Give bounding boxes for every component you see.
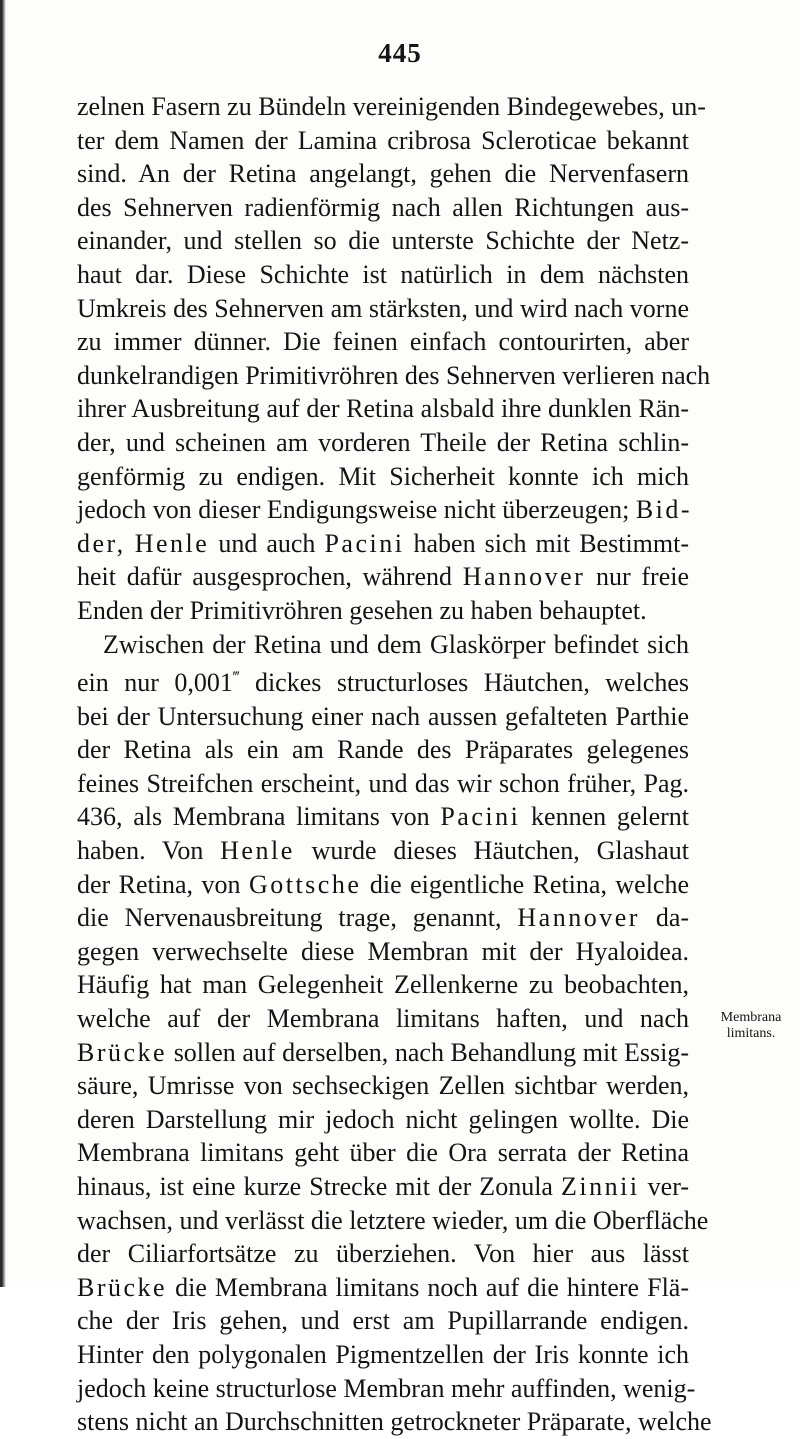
- text-run: ver-: [647, 1172, 690, 1201]
- text-run: wurde dieses Häutchen, Glashaut: [311, 836, 690, 866]
- text-run: sollen auf derselben, nach Behandlung mit Essig-: [173, 1037, 690, 1067]
- text-line: jedoch keine structurlose Membran mehr auffinden, wenig-: [77, 1373, 696, 1403]
- text-line: [77, 661, 689, 700]
- text-line: [77, 527, 689, 561]
- text-run: die Membrana limitans noch auf die hintere Flä-: [175, 1272, 690, 1302]
- author-name: Hannover: [462, 562, 586, 592]
- text-line: Häufig hat man Gelegenheit Zellenkerne zu beobachten,: [77, 970, 689, 1000]
- text-line: [77, 834, 689, 868]
- text-run: haben sich mit Bestimmt-: [413, 528, 689, 558]
- text-line: der Ciliarfortsätze zu überziehen. Von hier aus lässt: [77, 1239, 689, 1269]
- marginal-note: [710, 1010, 792, 1042]
- text-line: bei der Untersuchung einer nach aussen gefalteten Parthie: [77, 701, 689, 731]
- text-run: jedoch von dieser Endigungsweise nicht überzeugen;: [77, 495, 630, 525]
- marginal-note-line: Membrana: [720, 1010, 782, 1025]
- text-line: genförmig zu endigen. Mit Sicherheit konnte ich mich: [77, 461, 689, 491]
- text-line: des Sehnerven radienförmig nach allen Richtungen aus-: [77, 192, 689, 222]
- text-run: die eigentliche Retina, welche: [369, 869, 690, 899]
- text-line: gegen verwechselte diese Membran mit der Hyaloidea.: [77, 936, 689, 966]
- text-run: kennen gelernt: [531, 802, 690, 832]
- text-line: Zwischen der Retina und dem Glaskörper befindet sich: [103, 629, 689, 659]
- author-name: Hannover: [517, 903, 640, 933]
- marginal-note-line: limitans.: [726, 1026, 776, 1041]
- text-line: der Retina als ein am Rande des Präparates gelegenes: [77, 735, 689, 765]
- text-run: der Retina, von: [77, 869, 241, 899]
- text-run: und auch: [218, 528, 316, 558]
- text-run: 436, als Membrana limitans von: [77, 802, 430, 832]
- text-line: der, und scheinen am vorderen Theile der Retina schlin-: [77, 427, 689, 457]
- text-run: haben. Von: [77, 836, 204, 866]
- text-line: welche auf der Membrana limitans haften, und nach: [77, 1004, 689, 1034]
- author-name: Henle: [134, 528, 210, 558]
- text-run: die Nervenausbreitung trage, genannt,: [77, 903, 502, 933]
- text-line: dunkelrandigen Primitivröhren des Sehnerven verlieren nach: [77, 360, 711, 390]
- author-name: Gottsche: [248, 869, 362, 899]
- text-line: [77, 493, 693, 527]
- author-name: der,: [77, 528, 126, 558]
- text-line: feines Streifchen erscheint, und das wir schon früher, Pag.: [77, 768, 689, 798]
- text-line: zu immer dünner. Die feinen einfach contourirten, aber: [77, 327, 689, 357]
- text-line: [77, 1036, 689, 1070]
- text-line: Umkreis des Sehnerven am stärksten, und wird nach vorne: [77, 293, 689, 323]
- text-line: Enden der Primitivröhren gesehen zu haben behauptet.: [77, 595, 647, 625]
- text-line: ihrer Ausbreitung auf der Retina alsbald ihre dunklen Rän-: [77, 394, 689, 424]
- text-run: dickes structurloses Häutchen, welches: [254, 668, 690, 698]
- text-line: [77, 1271, 689, 1305]
- author-name: Zinnii: [561, 1172, 640, 1201]
- text-line: deren Darstellung mir jedoch nicht gelingen wollte. Die: [77, 1104, 689, 1134]
- text-line: stens nicht an Durchschnitten getrockneter Präparate, welche: [77, 1407, 712, 1437]
- text-line: säure, Umrisse von sechseckigen Zellen sichtbar werden,: [77, 1071, 689, 1101]
- author-name: Brücke: [77, 1037, 168, 1067]
- text-line: Membrana limitans geht über die Ora serrata der Retina: [77, 1138, 689, 1168]
- text-line: ter dem Namen der Lamina cribrosa Scleroticae bekannt: [77, 125, 689, 155]
- text-line: [77, 560, 689, 594]
- text-line: haut dar. Diese Schichte ist natürlich in dem nächsten: [77, 259, 689, 289]
- text-line: [77, 1170, 689, 1204]
- text-line: che der Iris gehen, und erst am Pupillarrande endigen.: [77, 1306, 689, 1336]
- author-name: Pacini: [324, 528, 405, 558]
- text-run: heit dafür ausgesprochen, während: [77, 562, 453, 592]
- page-number: 445: [378, 38, 422, 68]
- text-line: [77, 901, 689, 935]
- text-line: Hinter den polygonalen Pigmentzellen der Iris konnte ich: [77, 1339, 689, 1369]
- text-line: zelnen Fasern zu Bündeln vereinigenden Bindegewebes, un-: [77, 92, 706, 121]
- body-text: [77, 90, 712, 1439]
- author-name: Pacini: [440, 802, 521, 832]
- text-run: ein nur 0,001: [77, 668, 233, 698]
- text-line: [77, 868, 689, 902]
- text-line: sind. An der Retina angelangt, gehen die Nervenfasern: [77, 159, 689, 189]
- author-name: Brücke: [77, 1272, 168, 1302]
- triple-prime-mark: ‴: [232, 669, 240, 687]
- text-line: wachsen, und verlässt die letztere wieder, um die Oberfläche: [77, 1205, 709, 1235]
- author-name: Bid-: [635, 495, 693, 525]
- text-run: nur freie: [596, 562, 690, 592]
- text-run: da-: [655, 903, 690, 933]
- author-name: Henle: [220, 836, 295, 866]
- binding-edge: [0, 0, 6, 1287]
- text-line: [77, 800, 689, 834]
- text-line: einander, und stellen so die unterste Schichte der Netz-: [77, 226, 689, 256]
- text-run: hinaus, ist eine kurze Strecke mit der Zonula: [77, 1172, 553, 1201]
